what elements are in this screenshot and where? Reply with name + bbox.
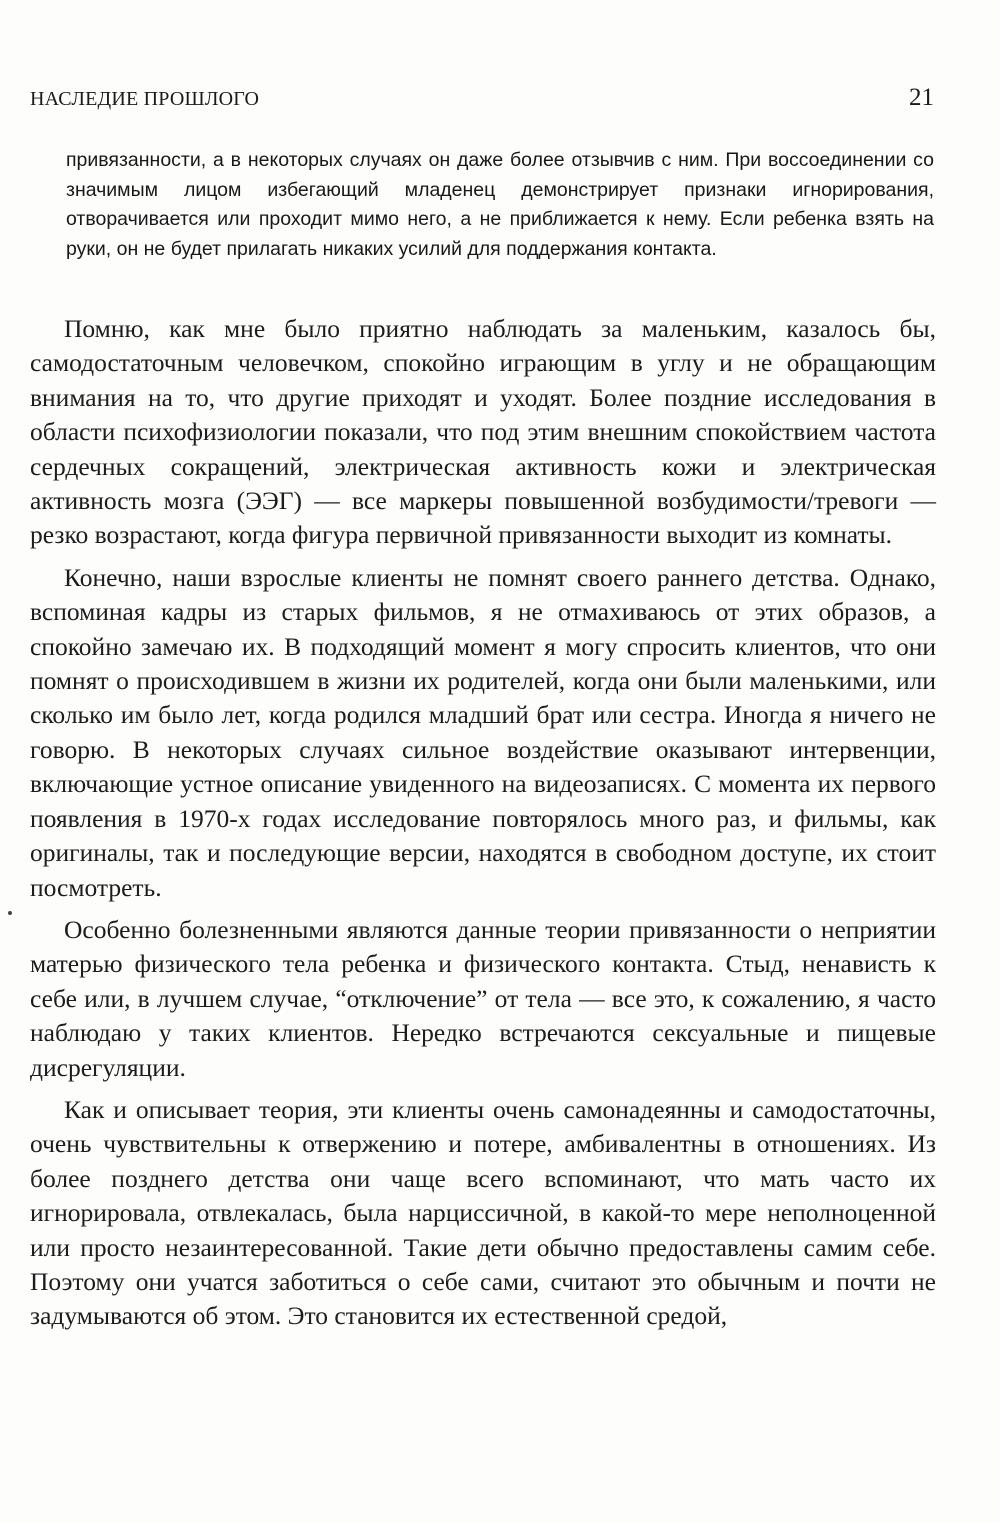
case-description-excerpt: привязанности, а в некоторых случаях он даже более отзывчив с ним. При воссоединении со значимым лицом избегающий младенец демонстрирует признаки игнорирования, отворачивается или проходит мимо него, а не приближается к нему. Если ребенка взять на руки, он не будет прилагать никаких усилий для поддержания контакта. [66,149,934,260]
page-number: 21 [909,84,934,111]
paragraph: Как и описывает теория, эти клиенты очень самонадеянны и самодостаточны, очень чувствительны к отвержению и потере, амбивалентны в отношениях. Из более позднего детства они чаще всего вспоминают, что мать часто их игнорировала, отвлекалась, была нарциссичной, в какой-то мере неполноценной или просто незаинтересованной. Такие дети обычно предоставлены самим себе. Поэтому они учатся заботиться о себе сами, считают это обычным и почти не задумываются об этом. Это становится их естественной средой, [30,1094,936,1331]
margin-dot-mark [8,911,12,915]
main-body-text [30,312,936,1342]
paragraph: Конечно, наши взрослые клиенты не помнят своего раннего детства. Однако, вспоминая кадры из старых фильмов, я не отмахиваюсь от этих образов, а спокойно замечаю их. В подходящий момент я могу спросить клиентов, что они помнят о происходившем в жизни их родителей, когда они были маленькими, или сколько им было лет, когда родился младший брат или сестра. Иногда я ничего не говорю. В некоторых случаях сильное воздействие оказывают интервенции, включающие устное описание увиденного на видеозаписях. С момента их первого появления в 1970-х годах исследование повторялось много раз, и фильмы, как оригиналы, так и последующие версии, находятся в свободном доступе, их стоит посмотреть. [30,562,936,902]
running-head: НАСЛЕДИЕ ПРОШЛОГО [30,88,260,110]
paragraph: Особенно болезненными являются данные теории привязанности о неприятии матерью физического тела ребенка и физического контакта. Стыд, ненависть к себе или, в лучшем случае, “отключение” от тела — все это, к сожалению, я часто наблюдаю у таких клиентов. Нередко встречаются сексуальные и пищевые дисрегуляции. [30,914,936,1082]
paragraph: Помню, как мне было приятно наблюдать за маленьким, казалось бы, самодостаточным человечком, спокойно играющим в углу и не обращающим внимания на то, что другие приходят и уходят. Более поздние исследования в области психофизиологии показали, что под этим внешним спокойствием частота сердечных сокращений, электрическая активность кожи и электрическая активность мозга (ЭЭГ) — все маркеры повышенной возбудимости/тревоги — резко возрастают, когда фигура первичной привязанности выходит из комнаты. [30,314,936,550]
page-header [30,84,934,114]
